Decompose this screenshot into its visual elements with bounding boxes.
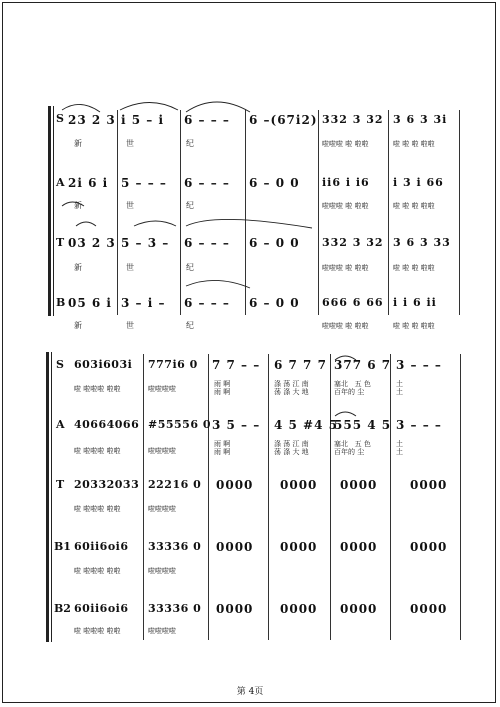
lyric: 纪 [186,321,194,330]
part-label-alto: A [56,176,65,189]
notes-measure: 0000 [280,540,318,554]
notes-measure: 5 – – – [121,176,167,190]
lyric: 啦啦啦啦 [148,627,176,635]
lyric: 啦啦啦啦 [148,447,176,455]
notes-measure: 05 6 i [68,296,112,310]
part-label-bass-1: B1 [54,540,71,553]
notes-measure: 332 3 32 [322,236,384,249]
notes-measure: 0000 [340,602,378,616]
part-label-tenor: T [56,236,65,249]
notes-measure: 6 –(67i2) [249,113,318,127]
notes-measure: 2i 6 i [68,176,109,190]
notes-measure: i 5 – i [121,113,164,127]
lyric: 塞北 五 色 百年的 尘 [334,440,371,456]
notes-measure: #55556 0 [148,418,211,431]
notes-measure: 5 – 3 – [121,236,170,250]
notes-measure: 0000 [216,602,254,616]
lyric: 啦 啦啦啦 啦啦 [74,567,121,575]
notes-measure: 60ii6oi6 [74,602,129,615]
lyric: 新 [74,201,82,210]
notes-measure: 33336 0 [148,540,202,553]
lyric: 啦 啦啦啦 啦啦 [74,505,121,513]
notes-measure: 6 – 0 0 [249,176,300,190]
notes-measure: 40664066 [74,418,140,431]
notes-measure: 22216 0 [148,478,202,491]
lyric: 啦 啦啦啦 啦啦 [74,447,121,455]
page-number: 第 4页 [236,687,264,697]
notes-measure: 777i6 0 [148,358,198,371]
lyric: 塞北 五 色 百年的 尘 [334,380,371,396]
notes-measure: 0000 [216,540,254,554]
lyric: 雨 啊 雨 啊 [214,380,231,396]
notes-measure: 6 – – – [184,296,230,310]
notes-measure: 6 – 0 0 [249,296,300,310]
lyric: 土 土 [396,380,403,396]
notes-measure: 6 – – – [184,176,230,190]
notes-measure: 3 6 3 33 [393,236,451,249]
lyric: 涤 荡 江 南 荡 涤 大 地 [274,380,309,396]
notes-measure: 03 2 3 [68,236,116,250]
notes-measure: 555 4 5 [334,418,392,432]
lyric: 世 [126,201,134,210]
part-label-bass-2: B2 [54,602,71,615]
notes-measure: 0000 [280,602,318,616]
lyric: 世 [126,263,134,272]
lyric: 啦啦啦 啦 啦啦 [322,322,369,330]
lyric: 啦啦啦 啦 啦啦 [322,202,369,210]
lyric: 雨 啊 雨 啊 [214,440,231,456]
lyric: 啦啦啦 啦 啦啦 [322,264,369,272]
notes-measure: 6 – – – [184,236,230,250]
notes-measure: 666 6 66 [322,296,384,309]
notes-measure: 0000 [410,478,448,492]
lyric: 世 [126,321,134,330]
part-label-alto: A [56,418,65,431]
notes-measure: 7 7 – – [212,358,261,372]
notes-measure: 6 – – – [184,113,230,127]
notes-measure: 3 – i – [121,296,166,310]
lyric: 啦 啦 啦 啦啦 [393,140,435,148]
lyric: 新 [74,139,82,148]
notes-measure: 60ii6oi6 [74,540,129,553]
part-label-bass: B [56,296,66,309]
lyric: 啦 啦啦啦 啦啦 [74,385,121,393]
notes-measure: 377 6 7 [334,358,392,372]
lyric: 啦 啦啦啦 啦啦 [74,627,121,635]
notes-measure: 0000 [340,540,378,554]
lyric: 啦 啦 啦 啦啦 [393,264,435,272]
notes-measure: 603i603i [74,358,133,371]
lyric: 土 土 [396,440,403,456]
lyric: 啦 啦 啦 啦啦 [393,322,435,330]
notes-measure: ii6 i i6 [322,176,370,189]
notes-measure: 0000 [216,478,254,492]
notes-measure: 0000 [340,478,378,492]
lyric: 新 [74,321,82,330]
notes-measure: 6 7 7 7 [274,358,327,372]
notes-measure: 4 5 #4 5 [274,418,338,432]
notes-measure: 23 2 3 [68,113,116,127]
lyric: 啦啦啦 啦 啦啦 [322,140,369,148]
notes-measure: 0000 [280,478,318,492]
notes-measure: 332 3 32 [322,113,384,126]
lyric: 纪 [186,201,194,210]
lyric: 世 [126,139,134,148]
notes-measure: 3 6 3 3i [393,113,448,126]
notes-measure: 0000 [410,602,448,616]
notes-measure: i 3 i 66 [393,176,444,189]
notes-measure: 3 – – – [396,358,442,372]
notes-measure: 20332033 [74,478,140,491]
lyric: 啦啦啦啦 [148,505,176,513]
lyric: 新 [74,263,82,272]
notes-measure: i i 6 ii [393,296,437,309]
lyric: 纪 [186,263,194,272]
lyric: 啦 啦 啦 啦啦 [393,202,435,210]
notes-measure: 0000 [410,540,448,554]
notes-measure: 3 5 – – [212,418,261,432]
part-label-tenor: T [56,478,65,491]
lyric: 啦啦啦啦 [148,385,176,393]
notes-measure: 33336 0 [148,602,202,615]
part-label-soprano: S [56,112,64,125]
lyric: 涤 荡 江 南 荡 涤 大 地 [274,440,309,456]
notes-measure: 6 – 0 0 [249,236,300,250]
notes-measure: 3 – – – [396,418,442,432]
lyric: 啦啦啦啦 [148,567,176,575]
lyric: 纪 [186,139,194,148]
part-label-soprano: S [56,358,64,371]
